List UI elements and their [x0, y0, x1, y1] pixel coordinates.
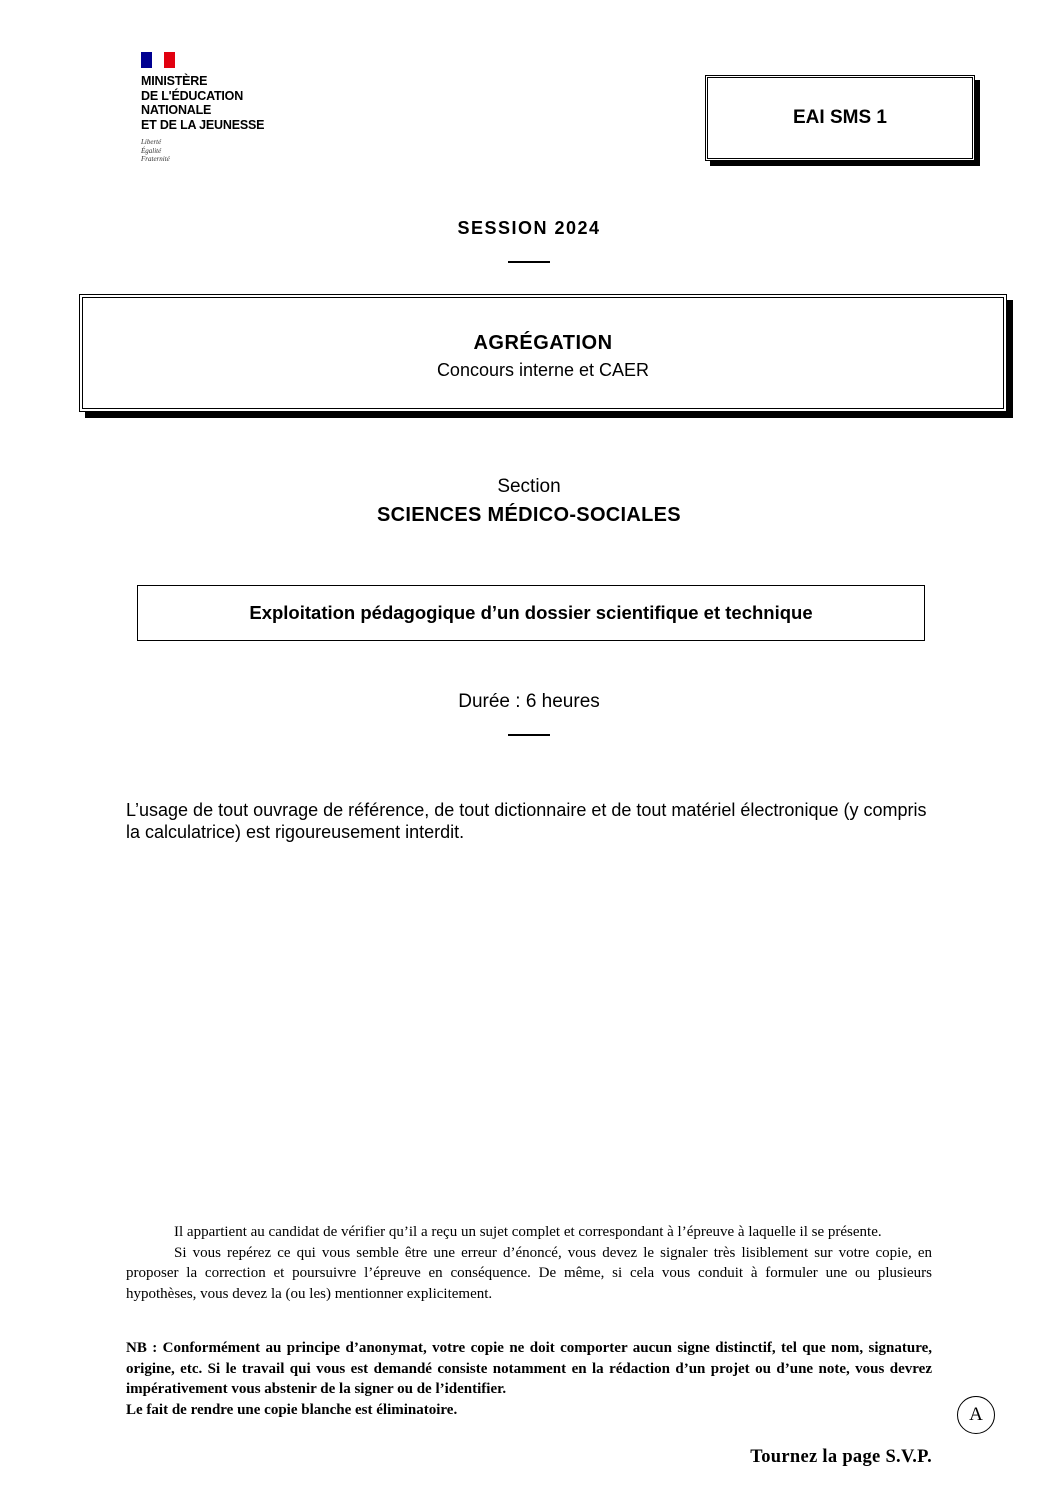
nb-paragraph: NB : Conformément au principe d’anonymat, votre copie ne doit comporter aucun signe distinctif, tel que nom, signature, origine, etc. Si le travail qui vous est demandé consiste notamment en la rédaction d’un projet ou d’une note, vous devrez impérativement vous abstenir de la signer ou de l’identifier. — [126, 1340, 932, 1397]
anonymity-notice — [126, 1338, 932, 1420]
turn-page-footer: Tournez la page S.V.P. — [750, 1447, 932, 1467]
page-mark-circle — [957, 1396, 995, 1434]
session-title: SESSION 2024 — [457, 218, 601, 238]
ministry-name: MINISTÈRE DE L'ÉDUCATION NATIONALE ET DE LA JEUNESSE — [141, 74, 265, 132]
section-name: SCIENCES MÉDICO-SOCIALES — [377, 504, 681, 526]
page-mark: A — [969, 1404, 983, 1425]
exam-title-box — [137, 585, 925, 641]
competition-box — [79, 294, 1007, 412]
exam-duration: Durée : 6 heures — [458, 691, 600, 712]
divider — [508, 734, 550, 736]
candidate-notice — [126, 1222, 932, 1304]
usage-rule: L’usage de tout ouvrage de référence, de tout dictionnaire et de tout matériel électronique (y compris la calculatrice) est rigoureusement interdit. — [126, 800, 927, 842]
notice-paragraph: Il appartient au candidat de vérifier qu’il a reçu un sujet complet et correspondant à l’épreuve à laquelle il se présente. — [174, 1224, 882, 1240]
ministry-logo — [141, 52, 271, 164]
competition-subtitle: Concours interne et CAER — [436, 360, 650, 380]
competition-title: AGRÉGATION — [473, 332, 613, 354]
nb-paragraph: Le fait de rendre une copie blanche est éliminatoire. — [126, 1401, 458, 1418]
divider — [508, 261, 550, 263]
exam-code-box — [705, 75, 975, 161]
exam-title: Exploitation pédagogique d’un dossier scientifique et technique — [249, 602, 813, 623]
exam-code: EAI SMS 1 — [793, 107, 887, 128]
republic-motto: Liberté Égalité Fraternité — [141, 138, 170, 163]
notice-paragraph: Si vous repérez ce qui vous semble être une erreur d’énoncé, vous devez le signaler très lisiblement sur votre copie, en proposer la correction et poursuivre l’épreuve en conséquence. De même, si cela vous conduit à formuler une ou plusieurs hypothèses, vous devez la (ou les) mentionner explicitement. — [126, 1244, 932, 1302]
section-label: Section — [497, 476, 561, 497]
french-flag-icon — [141, 52, 175, 68]
